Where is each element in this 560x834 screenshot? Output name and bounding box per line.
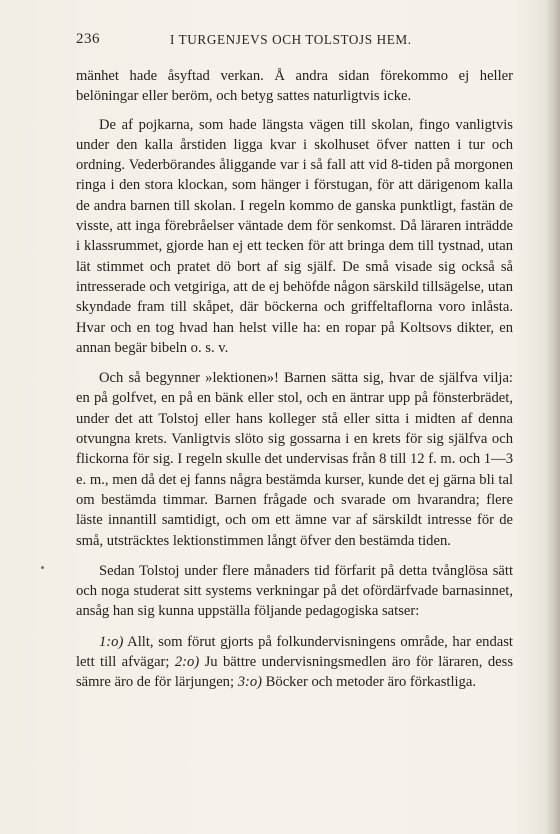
paragraph-4: Sedan Tolstoj under flere månaders tid förfarit på detta tvånglösa sätt och noga studerat sitt systems verkningar på det ofördärfvade barnasinnet, ansåg han sig kunna uppställa följande pedagogiska satser: <box>76 562 513 620</box>
principle-text-2: Ju bättre undervisningsmedlen äro för läraren, dess sämre äro de för lärjungen; <box>76 654 513 691</box>
paragraph-2: De af pojkarna, som hade längsta vägen till skolan, fingo vanligtvis under den kalla årstiden ligga kvar i skolhuset öfver natten i tur och ordning. Vederbörandes åliggande var i så fall att vid 8-tiden på morgonen ringa i den stora klockan, som hänger i förstugan, för att därigenom kalla de andra barnen till skolan. I regeln kommo de ganska punktligt, fastän de visste, att inga förebråelser väntade dem för senkomst. Då läraren inträdde i klassrummet, gjorde han ej ett tecken för att bringa dem till tystnad, utan lät stimmet och pratet dö bort af sig själf. De små visade sig också så intresserade och vetgiriga, att de ej behöfde någon särskild tillsägelse, utan skyndade fram till skåpet, där böckerna och griffeltaflorna voro inlåsta. Hvar och en tog hvad han helst ville ha: en ropar på Koltsovs dikter, en annan begär bibeln o. s. v. <box>76 116 513 356</box>
page-number: 236 <box>76 31 100 47</box>
body-text <box>76 66 513 693</box>
paper-speck <box>41 566 44 569</box>
principle-number-2: 2:o) <box>174 654 200 671</box>
paragraph-3: Och så begynner »lektionen»! Barnen sätta sig, hvar de själfva vilja: en på golfvet, en på en bänk eller stol, och en äntrar upp på fönsterbrädet, under det att Tolstoj eller hans kolleger stå eller sitta i midten af denna otvungna krets. Vanligtvis slöto sig gossarna i en krets för sig själfva och flickorna för sig. I regeln skulle det undervisas från 8 till 12 f. m. och 1—3 e. m., men då det ej fanns några bestämda kurser, kunde det ej gärna bli tal om bestämda timmar. Barnen frågade och svarade om hvarandra; flere läste innantill samtidigt, och om ett ämne var af särskildt intresse för de små, utsträcktes lektionstimmen långt öfver den bestämda tiden. <box>76 370 513 549</box>
running-title: I TURGENJEVS OCH TOLSTOJS HEM. <box>170 32 412 47</box>
page-header <box>76 31 512 51</box>
paragraph-1: mänhet hade åsyftad verkan. Å andra sidan förekommo ej heller belöningar eller beröm, och betyg sattes naturligtvis icke. <box>76 68 513 105</box>
numbered-principles <box>76 632 513 693</box>
principle-number-3: 3:o) <box>237 674 263 691</box>
principle-text-3: Böcker och metoder äro förkastliga. <box>262 674 476 691</box>
spine-shadow <box>546 0 560 834</box>
principle-number-1: 1:o) <box>99 633 124 650</box>
principle-text-1: Allt, som förut gjorts på folkundervisningens område, har endast lett till afvägar; <box>76 633 513 671</box>
